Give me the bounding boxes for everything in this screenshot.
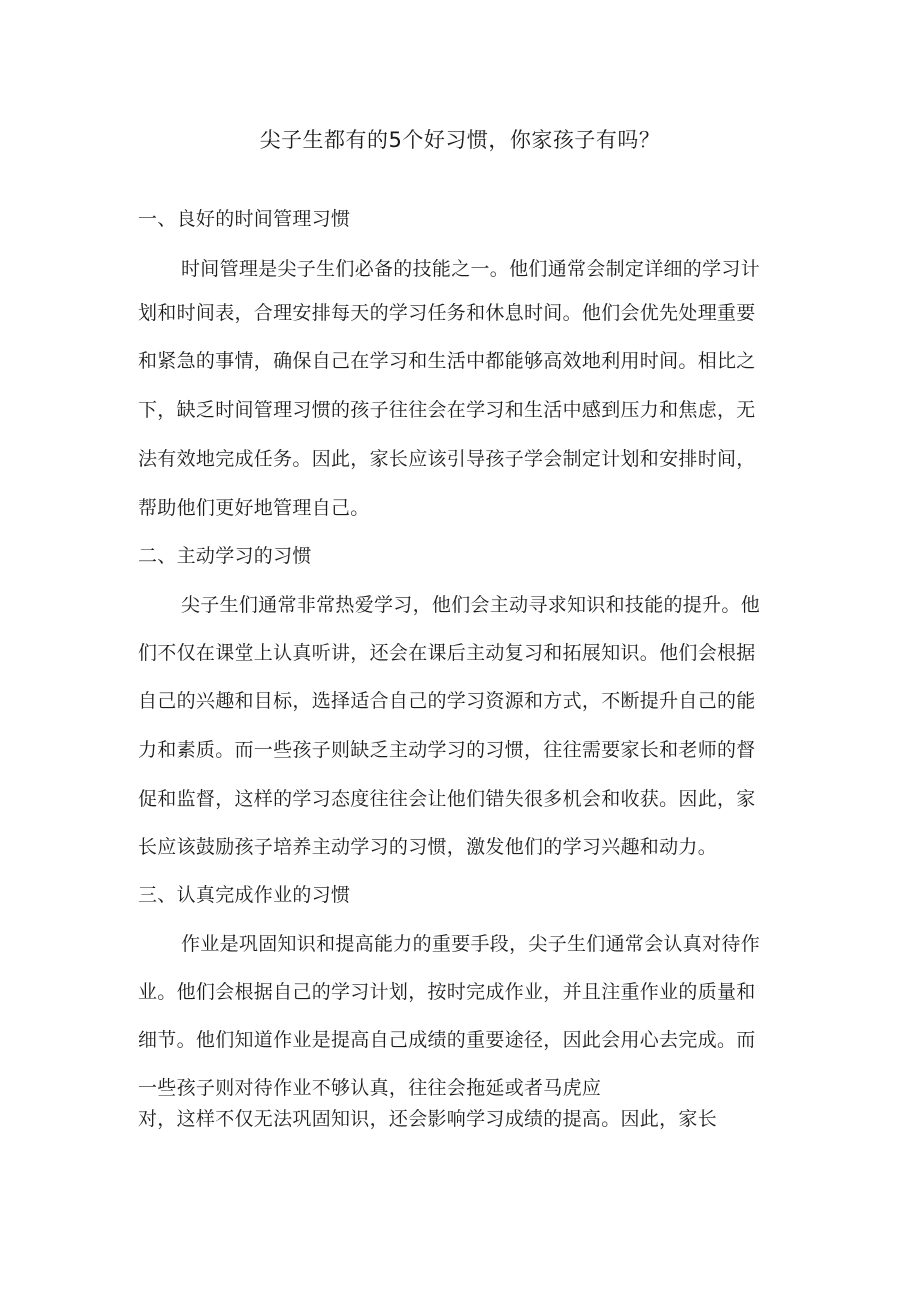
paragraph-line: 一些孩子则对待作业不够认真，往往会拖延或者马虎应 [138,1077,602,1099]
paragraph-line: 自己的兴趣和目标，选择适合自己的学习资源和方式，不断提升自己的能 [138,690,756,712]
paragraph-line: 作业是巩固知识和提高能力的重要手段，尖子生们通常会认真对待作 [181,933,761,955]
paragraph-line: 细节。他们知道作业是提高自己成绩的重要途径，因此会用心去完成。而 [138,1029,756,1051]
paragraph-line: 法有效地完成任务。因此，家长应该引导孩子学会制定计划和安排时间， [138,448,756,470]
paragraph-line: 们不仅在课堂上认真听讲，还会在课后主动复习和拓展知识。他们会根据 [138,642,756,664]
section-heading-3: 三、认真完成作业的习惯 [138,884,351,906]
paragraph-line: 帮助他们更好地管理自己。 [138,497,370,519]
paragraph-line: 和紧急的事情，确保自己在学习和生活中都能够高效地利用时间。相比之 [138,350,756,372]
paragraph-line: 对，这样不仅无法巩固知识，还会影响学习成绩的提高。因此，家长 [138,1108,718,1130]
section-heading-1: 一、良好的时间管理习惯 [138,208,351,230]
paragraph-line: 促和监督，这样的学习态度往往会让他们错失很多机会和收获。因此，家 [138,788,756,810]
paragraph-line: 长应该鼓励孩子培养主动学习的习惯，激发他们的学习兴趣和动力。 [138,836,718,858]
paragraph-line: 时间管理是尖子生们必备的技能之一。他们通常会制定详细的学习计 [181,258,761,280]
paragraph-line: 力和素质。而一些孩子则缺乏主动学习的习惯，往往需要家长和老师的督 [138,739,756,761]
document-title: 尖子生都有的5个好习惯，你家孩子有吗？ [259,128,661,152]
paragraph-line: 划和时间表，合理安排每天的学习任务和休息时间。他们会优先处理重要 [138,302,756,324]
paragraph-line: 下，缺乏时间管理习惯的孩子往往会在学习和生活中感到压力和焦虑，无 [138,399,756,421]
section-heading-2: 二、主动学习的习惯 [138,545,312,567]
paragraph-line: 尖子生们通常非常热爱学习，他们会主动寻求知识和技能的提升。他 [181,594,761,616]
paragraph-line: 业。他们会根据自己的学习计划，按时完成作业，并且注重作业的质量和 [138,981,756,1003]
